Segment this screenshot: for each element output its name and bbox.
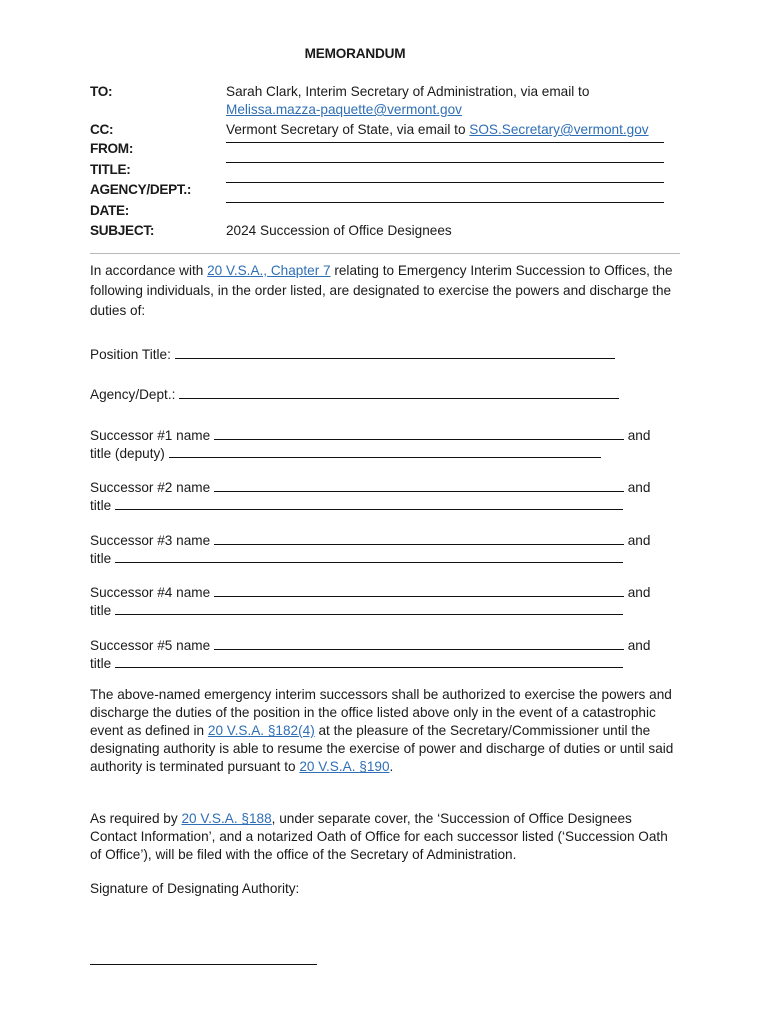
divider [90,253,680,254]
successor-2-name-row [90,477,650,495]
req-post: , under separate cover, the ‘Succession of Office Designees Contact Information’, and a notarized Oath of Office for each successor listed (‘Succession Oath of Office’), will be filed with the office of the Secretary of Administration. [90,811,668,862]
successor-3-name-label: Successor #3 name [90,533,214,548]
successor-4-name-row [90,582,650,600]
successor-5-name-label: Successor #5 name [90,638,214,653]
successor-1-name-label: Successor #1 name [90,428,214,443]
successor-1-name-row [90,425,650,443]
section-182-link[interactable]: 20 V.S.A. §182(4) [207,723,315,738]
successor-2-title-field[interactable] [115,495,623,510]
intro-paragraph [90,261,680,321]
position-title-field[interactable] [175,344,615,359]
successor-3-title-label: title [90,551,115,566]
to-label: TO: [90,84,113,99]
from-label: FROM: [90,141,134,156]
date-label: DATE: [90,203,130,218]
successor-3-title-field[interactable] [115,548,623,563]
cc-email-link[interactable]: SOS.Secretary@vermont.gov [469,122,649,137]
agency-dept-label: Agency/Dept.: [90,387,180,402]
memo-title: MEMORANDUM [304,46,406,61]
successor-2-name-field[interactable] [214,477,624,492]
requirement-paragraph [90,810,680,864]
auth-post: . [389,759,394,774]
successor-3-and: and [623,533,651,548]
successor-1-name-field[interactable] [214,425,624,440]
successor-5-name-field[interactable] [214,635,624,650]
signature-field[interactable] [90,964,317,965]
from-field[interactable] [226,142,664,143]
successor-3-title-row [90,548,623,566]
successor-1-title-row [90,443,601,461]
to-email-link[interactable]: Melissa.mazza-paquette@vermont.gov [226,102,462,117]
subject-value: 2024 Succession of Office Designees [226,223,452,238]
authority-paragraph [90,686,680,776]
auth-pre: The above-named emergency interim successors shall be authorized to exercise the powers and discharge the duties of the position in the office listed above only in the event of a catastrophic event as defined in [90,687,672,738]
to-value: Sarah Clark, Interim Secretary of Administration, via email to [226,84,590,99]
req-pre: As required by [90,811,182,826]
section-188-link[interactable]: 20 V.S.A. §188 [181,811,272,826]
successor-4-title-row [90,600,623,618]
to-email-wrap [226,102,462,117]
cc-text: Vermont Secretary of State, via email to [226,122,470,137]
position-title-row [90,344,615,362]
successor-4-title-label: title [90,603,115,618]
successor-5-title-field[interactable] [115,653,623,668]
successor-4-and: and [623,585,651,600]
agency-label: AGENCY/DEPT.: [90,182,192,197]
cc-label: CC: [90,122,114,137]
subject-label: SUBJECT: [90,223,155,238]
successor-5-name-row [90,635,650,653]
date-field[interactable] [226,202,664,203]
successor-4-title-field[interactable] [115,600,623,615]
successor-5-title-label: title [90,656,115,671]
section-190-link[interactable]: 20 V.S.A. §190 [299,759,390,774]
successor-1-and: and [623,428,651,443]
successor-2-title-row [90,495,623,513]
signature-label: Signature of Designating Authority: [90,881,300,896]
successor-4-name-label: Successor #4 name [90,585,214,600]
agency-dept-field[interactable] [179,384,619,399]
cc-value [226,122,649,137]
position-title-label: Position Title: [90,347,175,362]
successor-3-name-row [90,530,650,548]
successor-1-title-label: title (deputy) [90,446,169,461]
successor-5-title-row [90,653,623,671]
successor-2-title-label: title [90,498,115,513]
chapter7-link[interactable]: 20 V.S.A., Chapter 7 [207,263,331,278]
agency-field[interactable] [226,182,664,183]
successor-3-name-field[interactable] [214,530,624,545]
successor-4-name-field[interactable] [214,582,624,597]
intro-post: relating to Emergency Interim Succession to Offices, the following individuals, in the order listed, are designated to exercise the powers and discharge the duties of: [90,263,673,318]
successor-2-name-label: Successor #2 name [90,480,214,495]
auth-mid: at the pleasure of the Secretary/Commissioner until the designating authority is able to resume the exercise of power and discharge of duties or until said authority is terminated pursuant to [90,723,674,774]
title-field[interactable] [226,162,664,163]
intro-pre: In accordance with [90,263,208,278]
successor-2-and: and [623,480,651,495]
title-label: TITLE: [90,162,131,177]
successor-5-and: and [623,638,651,653]
agency-row [90,384,619,402]
successor-1-title-field[interactable] [169,443,601,458]
